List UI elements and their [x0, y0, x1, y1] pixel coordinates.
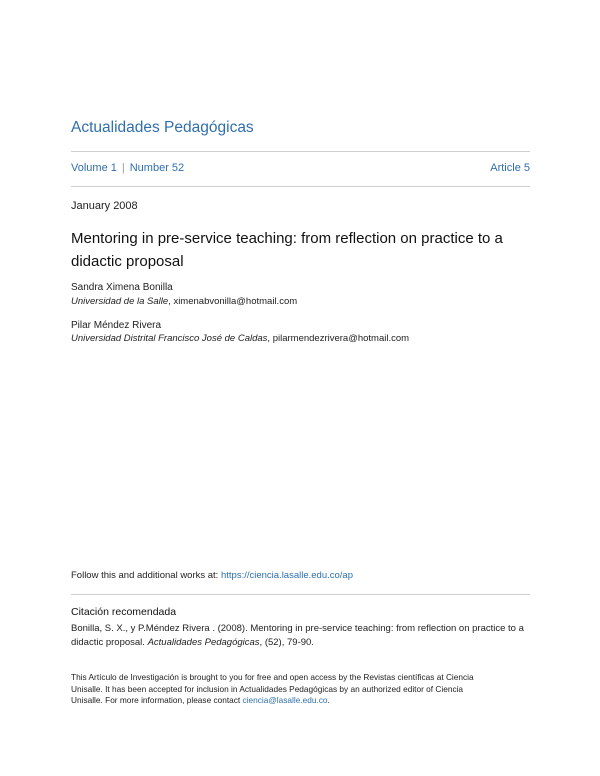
citation-line-2 [71, 636, 533, 650]
issue-divider [71, 186, 530, 187]
affiliation-name: Universidad de la Salle [71, 296, 169, 307]
notice-line-2: Unisalle. It has been accepted for inclusion in Actualidades Pedagógicas by an authorized editor of Ciencia [71, 683, 464, 694]
notice-text: . [327, 695, 330, 705]
citation-heading: Citación recomendada [71, 606, 177, 618]
citation-text-part: didactic proposal. [71, 637, 148, 648]
title-line-1: Mentoring in pre-service teaching: from reflection on practice to a [71, 230, 503, 247]
follow-text: Follow this and additional works at: [71, 570, 221, 581]
issue-separator: | [121, 162, 125, 174]
citation-text [71, 622, 533, 650]
article-link[interactable]: Article 5 [490, 162, 530, 174]
access-notice [71, 672, 533, 707]
repository-link[interactable]: https://ciencia.lasalle.edu.co/ap [220, 570, 353, 581]
citation-divider [71, 594, 530, 595]
issue-info [71, 162, 184, 174]
volume-link[interactable]: Volume 1 [71, 162, 117, 174]
publication-date: January 2008 [71, 200, 138, 212]
notice-line-3 [71, 695, 533, 707]
affiliation-name: Universidad Distrital Francisco José de Caldas [71, 333, 268, 344]
author-name: Pilar Méndez Rivera [71, 320, 162, 331]
notice-line-1: This Artículo de Investigación is brought to you for free and open access by the Revistas científicas at Ciencia [71, 672, 474, 682]
follow-line [71, 570, 353, 581]
notice-text: Unisalle. For more information, please contact [71, 695, 243, 705]
number-link[interactable]: Number 52 [129, 162, 185, 174]
top-divider [71, 151, 530, 152]
author-email: , pilarmendezrivera@hotmail.com [267, 333, 410, 344]
citation-line-1: Bonilla, S. X., y P.Méndez Rivera . (2008). Mentoring in pre-service teaching: from reflection on practice to a [71, 623, 524, 634]
author-name: Sandra Ximena Bonilla [71, 282, 173, 293]
article-title [71, 227, 541, 273]
author-email: , ximenabvonilla@hotmail.com [168, 296, 298, 307]
author-affiliation [71, 296, 297, 307]
issue-row [71, 162, 530, 174]
citation-text-part: , (52), 79-90. [259, 637, 314, 648]
journal-title-link[interactable]: Actualidades Pedagógicas [71, 119, 254, 136]
contact-email-link[interactable]: ciencia@lasalle.edu.co [242, 695, 328, 705]
title-line-2: didactic proposal [71, 253, 184, 270]
author-affiliation [71, 333, 409, 344]
citation-journal: Actualidades Pedagógicas [147, 637, 260, 648]
